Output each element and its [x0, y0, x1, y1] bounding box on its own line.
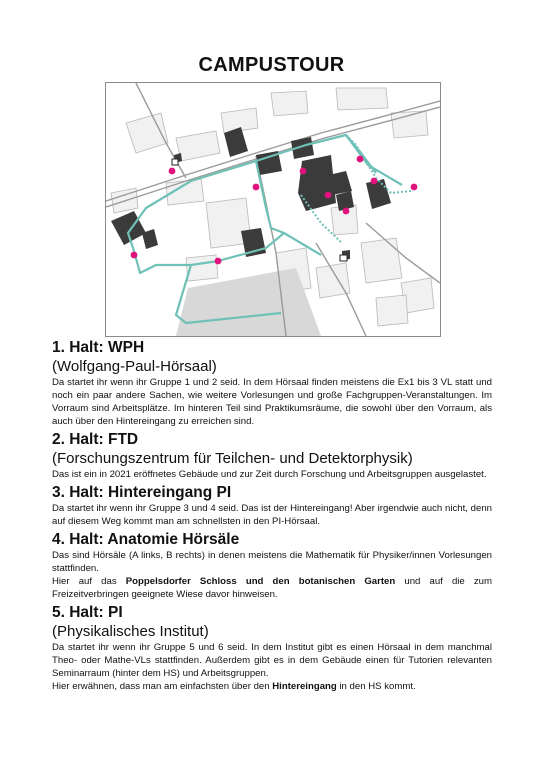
campus-map-svg	[106, 83, 440, 336]
stop-3	[52, 483, 492, 528]
stop-text-hint	[52, 680, 492, 693]
stop-text: Das ist ein in 2021 eröffnetes Gebäude und zur Zeit durch Forschung und Arbeitsgruppen ausgelastet.	[52, 469, 487, 480]
stop-2	[52, 430, 492, 481]
hint-bold-text: Hintereingang	[272, 681, 337, 692]
stop-heading: 2. Halt: FTD	[52, 431, 139, 448]
stop-heading: 3. Halt: Hintereingang PI	[52, 484, 232, 501]
stop-subheading: (Forschungszentrum für Teilchen- und Detektorphysik)	[52, 450, 413, 467]
page-title: CAMPUSTOUR	[198, 54, 345, 76]
stop-text: Da startet ihr wenn ihr Gruppe 1 und 2 seid. In dem Hörsaal finden meistens die Ex1 bis 3 VL statt und noch ein paar andere Sachen, wie weitere Vorlesungen und große Fachgruppen-Veranstaltungen. Im Vorraum sind Arbeitsplätze. Im hinteren Teil sind Praktikumsräume, die sowohl über den Vorraum, als auch über den Hintereingang zu erreichen sind.	[52, 377, 492, 427]
hint-text: Hier auf das	[52, 576, 126, 587]
hint-bold-text: Poppelsdorfer Schloss und den botanischen Garten	[125, 576, 396, 587]
hint-text: und auf die zum Freizeitverbringen geeignete Wiese davor hinweisen.	[52, 576, 492, 600]
stop-subheading: (Physikalisches Institut)	[52, 623, 209, 640]
stop-1	[52, 338, 492, 428]
campus-map	[105, 82, 441, 337]
stop-4	[52, 530, 492, 601]
hint-text: in den HS kommt.	[336, 681, 416, 692]
hint-text: Hier erwähnen, dass man am einfachsten über den	[52, 681, 273, 692]
stop-subheading: (Wolfgang-Paul-Hörsaal)	[52, 358, 217, 375]
stop-heading: 5. Halt: PI	[52, 604, 123, 621]
stop-heading: 1. Halt: WPH	[52, 339, 145, 356]
stop-text: Das sind Hörsäle (A links, B rechts) in denen meistens die Mathematik für Physiker/innen Vorlesungen stattfinden.	[52, 550, 492, 574]
stop-text-hint	[52, 575, 492, 601]
stop-text: Da startet ihr wenn ihr Gruppe 5 und 6 seid. In dem Institut gibt es einen Hörsaal in dem manchmal Theo- oder Mathe-VLs stattfinden. Außerdem gibt es in dem Gebäude einen für Tutorien relevanten Seminarraum (hinter dem HS) und Arbeitsgruppen.	[52, 642, 492, 679]
stop-heading: 4. Halt: Anatomie Hörsäle	[52, 531, 240, 548]
stops-list	[52, 338, 492, 693]
stop-5	[52, 603, 492, 693]
stop-text: Da startet ihr wenn ihr Gruppe 3 und 4 seid. Das ist der Hintereingang! Aber irgendwie auch nicht, denn auf diesem Weg kommt man am schnellsten in den PI-Hörsaal.	[52, 503, 492, 527]
